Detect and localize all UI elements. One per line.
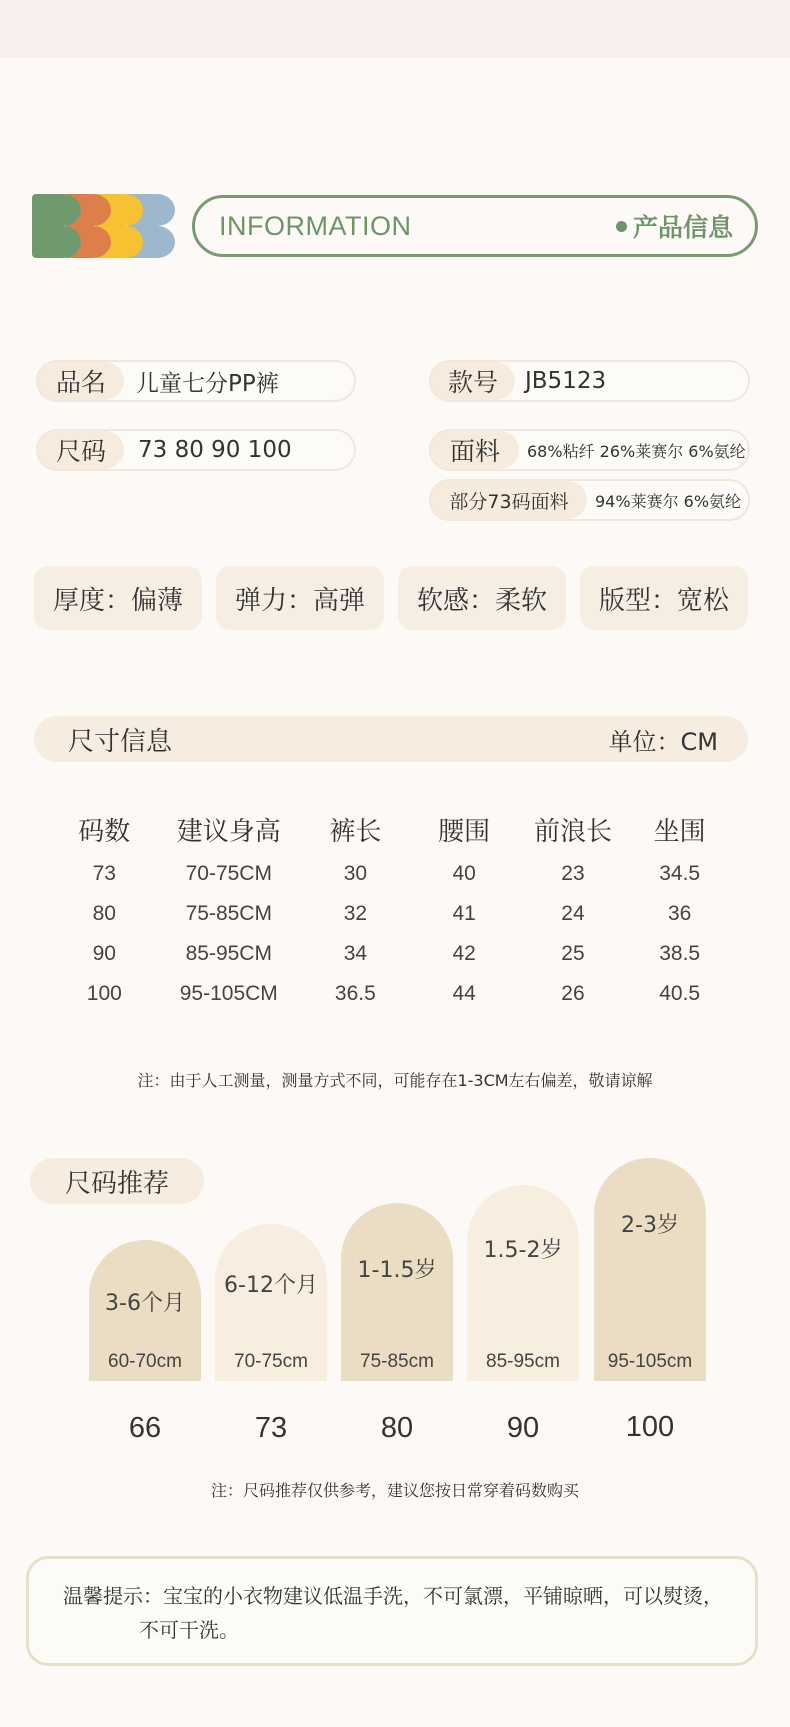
arch-age: 1-1.5岁 bbox=[357, 1258, 437, 1283]
size-recommend-title: 尺码推荐 bbox=[30, 1158, 204, 1204]
spec-style-code bbox=[429, 360, 750, 402]
arch-age: 2-3岁 bbox=[621, 1213, 679, 1238]
table-row bbox=[52, 854, 732, 894]
rec-size-label: 73 bbox=[254, 1412, 288, 1444]
feature-thickness: 厚度：偏薄 bbox=[34, 566, 202, 630]
table-cell: 34 bbox=[343, 942, 368, 965]
table-cell: 100 bbox=[86, 982, 122, 1005]
table-cell: 25 bbox=[561, 942, 585, 965]
table-cell: 23 bbox=[561, 862, 585, 885]
table-row bbox=[52, 974, 732, 1014]
header-front-rise: 前浪长 bbox=[533, 816, 612, 847]
arch-height: 70-75cm bbox=[234, 1351, 308, 1372]
spec-code-tag: 款号 bbox=[431, 362, 515, 400]
recommend-note: 注：尺码推荐仅供参考，建议您按日常穿着码数购买 bbox=[210, 1481, 579, 1500]
spec-product-name bbox=[36, 360, 356, 402]
header-pants-length: 裤长 bbox=[329, 816, 382, 847]
information-label: INFORMATION bbox=[219, 210, 412, 241]
care-tip-box bbox=[26, 1556, 758, 1666]
table-cell: 70-75CM bbox=[185, 862, 272, 885]
table-cell: 32 bbox=[343, 902, 368, 925]
rec-size-label: 66 bbox=[128, 1412, 162, 1444]
spec-code-value: JB5123 bbox=[525, 368, 607, 394]
table-cell: 73 bbox=[92, 862, 116, 885]
spec-partial-tag: 部分73码面料 bbox=[431, 481, 587, 519]
table-cell: 80 bbox=[92, 902, 116, 925]
table-cell: 41 bbox=[452, 902, 476, 925]
rec-size-label: 80 bbox=[380, 1412, 414, 1444]
arch-card bbox=[341, 1203, 453, 1381]
arch-card bbox=[215, 1224, 327, 1381]
table-cell: 40.5 bbox=[659, 982, 701, 1005]
brand-logo bbox=[32, 194, 182, 258]
header-hip: 坐围 bbox=[653, 816, 706, 847]
size-table bbox=[52, 804, 732, 1014]
measurement-note: 注：由于人工测量，测量方式不同，可能存在1-3CM左右偏差，敬请谅解 bbox=[137, 1071, 653, 1090]
table-row bbox=[52, 934, 732, 974]
arch-age: 3-6个月 bbox=[105, 1291, 185, 1316]
table-cell: 24 bbox=[561, 902, 585, 925]
top-band bbox=[0, 0, 790, 58]
size-info-unit: 单位：CM bbox=[608, 727, 718, 756]
table-cell: 30 bbox=[343, 862, 368, 885]
arch-card bbox=[89, 1240, 201, 1381]
arch-card bbox=[467, 1185, 579, 1381]
header-waist: 腰围 bbox=[438, 816, 491, 847]
table-cell: 26 bbox=[561, 982, 585, 1005]
care-tip-line2: 不可干洗。 bbox=[139, 1618, 239, 1642]
spec-size-value: 73 80 90 100 bbox=[138, 437, 292, 463]
arch-height: 75-85cm bbox=[360, 1351, 434, 1372]
spec-partial-value: 94%莱赛尔 6%氨纶 bbox=[595, 491, 742, 511]
table-cell: 34.5 bbox=[659, 862, 701, 885]
feature-softness: 软感：柔软 bbox=[398, 566, 566, 630]
table-cell: 42 bbox=[452, 942, 476, 965]
spec-sizes bbox=[36, 429, 356, 471]
product-info-label bbox=[616, 208, 733, 244]
spec-partial-fabric bbox=[429, 479, 750, 521]
size-table-header-row bbox=[52, 804, 732, 854]
arch-height: 60-70cm bbox=[108, 1351, 182, 1372]
spec-name-tag: 品名 bbox=[38, 362, 124, 400]
spec-fabric-value: 68%粘纤 26%莱赛尔 6%氨纶 bbox=[527, 441, 746, 461]
product-info-text: 产品信息 bbox=[632, 213, 733, 242]
spec-fabric bbox=[429, 429, 750, 471]
rec-size-label: 100 bbox=[625, 1411, 675, 1443]
bullet-dot-icon bbox=[616, 221, 627, 232]
spec-size-tag: 尺码 bbox=[38, 431, 124, 469]
arch-age: 1.5-2岁 bbox=[483, 1238, 563, 1263]
information-header bbox=[192, 195, 758, 257]
header-height: 建议身高 bbox=[176, 816, 281, 847]
table-cell: 85-95CM bbox=[185, 942, 272, 965]
rec-size-label: 90 bbox=[506, 1412, 540, 1444]
arch-card bbox=[594, 1158, 706, 1381]
spec-fabric-tag: 面料 bbox=[431, 431, 519, 469]
table-row bbox=[52, 894, 732, 934]
header-size: 码数 bbox=[78, 816, 131, 847]
care-tip-line1: 温馨提示：宝宝的小衣物建议低温手洗，不可氯漂，平铺晾晒，可以熨烫， bbox=[63, 1584, 723, 1608]
spec-name-value: 儿童七分PP裤 bbox=[136, 370, 279, 397]
table-cell: 40 bbox=[452, 862, 476, 885]
arch-height: 85-95cm bbox=[486, 1351, 560, 1372]
size-info-header bbox=[34, 716, 748, 762]
feature-elasticity: 弹力：高弹 bbox=[216, 566, 384, 630]
arch-age: 6-12个月 bbox=[224, 1273, 318, 1298]
table-cell: 36.5 bbox=[334, 982, 376, 1005]
table-cell: 36 bbox=[668, 902, 692, 925]
feature-fit: 版型：宽松 bbox=[580, 566, 748, 630]
table-cell: 90 bbox=[92, 942, 116, 965]
size-info-title: 尺寸信息 bbox=[68, 726, 173, 757]
table-cell: 75-85CM bbox=[185, 902, 272, 925]
table-cell: 44 bbox=[452, 982, 476, 1005]
arch-height: 95-105cm bbox=[607, 1351, 693, 1372]
table-cell: 38.5 bbox=[659, 942, 701, 965]
table-cell: 95-105CM bbox=[179, 982, 278, 1005]
